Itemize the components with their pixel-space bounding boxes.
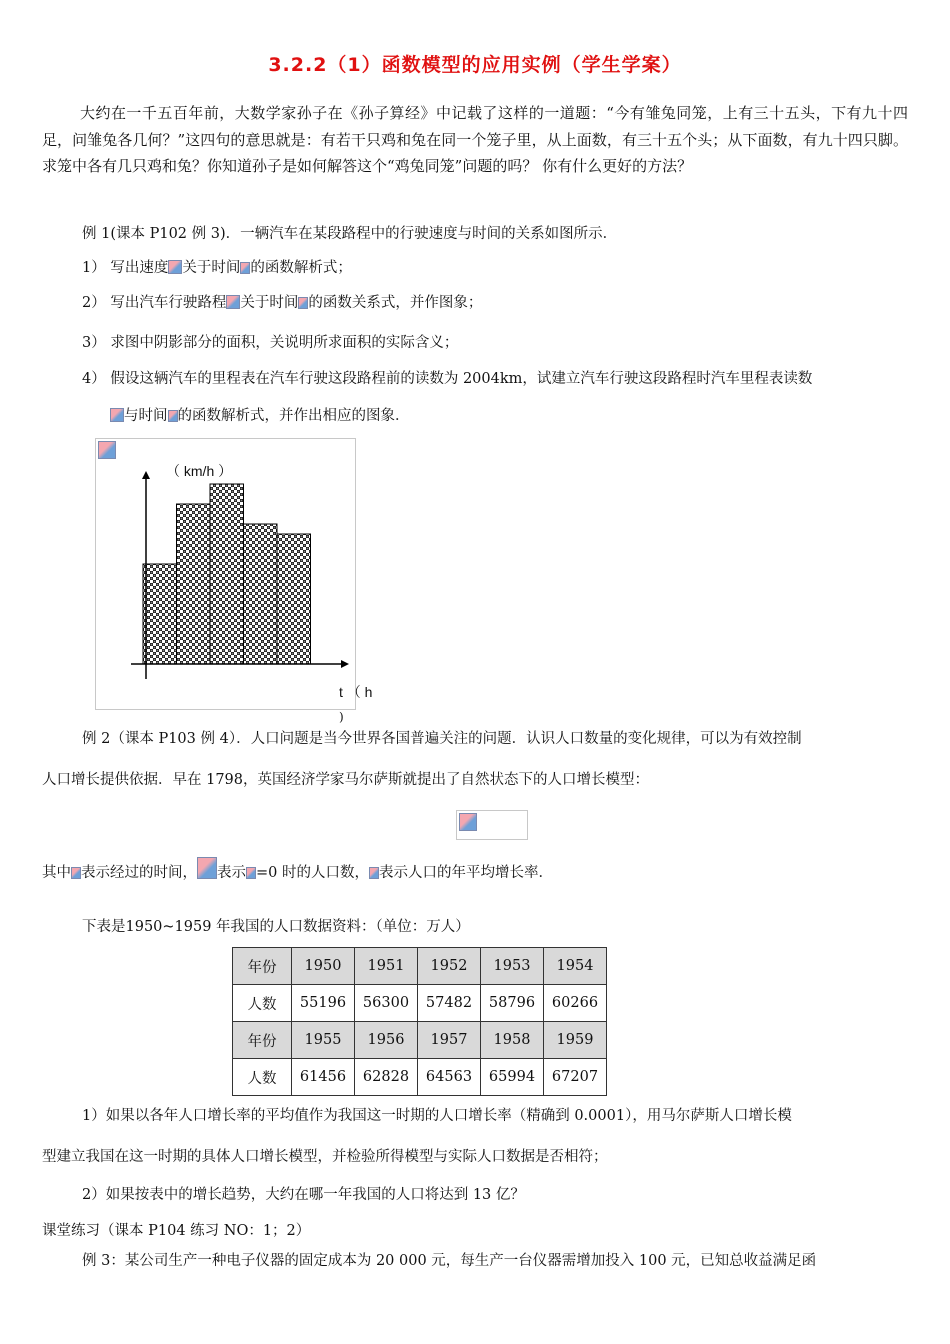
table-cell: 人数 — [233, 985, 292, 1022]
table-cell: 65994 — [481, 1059, 544, 1096]
q1-text-c: 的函数解析式； — [250, 260, 352, 276]
histogram-bar — [244, 524, 278, 664]
formula-image-icon — [168, 410, 178, 422]
q4-text-b: 与时间 — [124, 408, 168, 424]
table-cell: 1953 — [481, 948, 544, 985]
table-caption-a: 下表是 — [82, 919, 126, 935]
table-cell: 1952 — [418, 948, 481, 985]
formula-image-icon — [298, 297, 308, 309]
where-text-a: 其中 — [42, 865, 71, 881]
y-axis-label: （ km/h ） — [166, 463, 233, 479]
histogram-bar — [210, 484, 244, 664]
formula-image-icon — [197, 857, 217, 879]
practice-line: 课堂练习（课本 P104 练习 NO：1；2） — [42, 1223, 311, 1239]
example2-where — [42, 857, 553, 882]
table-caption — [82, 915, 470, 936]
formula-image-icon — [246, 867, 256, 879]
table-caption-b: 1950~1959 年我国的人口数据资料：（单位：万人） — [125, 919, 470, 935]
histogram-bar — [277, 534, 311, 664]
population-table — [232, 947, 607, 1096]
example1-q1 — [82, 256, 352, 277]
table-cell: 1955 — [292, 1022, 355, 1059]
example1-q2 — [82, 291, 482, 312]
example1-heading-b: 行驶速度与时间的关系如图所示． — [399, 226, 618, 242]
formula-image-icon — [71, 867, 81, 879]
table-cell: 年份 — [233, 1022, 292, 1059]
table-cell: 年份 — [233, 948, 292, 985]
example1-heading-a: 例 1(课本 P102 例 3)．一辆汽车在某段路程中的 — [82, 226, 400, 242]
q2-text-b: 关于时间 — [240, 295, 299, 311]
formula-image-icon — [110, 408, 124, 422]
where-text-e: 表示人口的年平均增长率． — [378, 865, 553, 881]
table-cell: 58796 — [481, 985, 544, 1022]
table-row — [233, 1059, 607, 1096]
table-cell: 56300 — [355, 985, 418, 1022]
table-cell: 64563 — [418, 1059, 481, 1096]
table-cell: 55196 — [292, 985, 355, 1022]
q2-text-a: 2） 写出汽车行驶路程 — [82, 295, 227, 311]
q1-text-b: 关于时间 — [182, 260, 241, 276]
formula-image-icon — [459, 813, 477, 831]
example3-line: 例 3：某公司生产一种电子仪器的固定成本为 20 000 元，每生产一台仪器需增加投入 100 元，已知总收益满足函 — [82, 1253, 817, 1269]
formula-image-icon — [240, 262, 250, 274]
example1-q4-cont — [110, 404, 410, 425]
table-cell: 57482 — [418, 985, 481, 1022]
table-row — [233, 948, 607, 985]
x-axis-label-tail: ) — [339, 710, 344, 724]
formula-image-icon — [226, 295, 240, 309]
table-cell: 60266 — [544, 985, 607, 1022]
table-cell: 1959 — [544, 1022, 607, 1059]
table-cell: 人数 — [233, 1059, 292, 1096]
q2-text-c: 的函数关系式，并作图象； — [308, 295, 483, 311]
table-row — [233, 985, 607, 1022]
formula-image-icon — [369, 867, 379, 879]
example2-q2: 2）如果按表中的增长趋势，大约在哪一年我国的人口将达到 13 亿？ — [82, 1187, 525, 1203]
table-cell: 1954 — [544, 948, 607, 985]
x-axis-arrow — [341, 660, 349, 668]
example2-q1-line2: 型建立我国在这一时期的具体人口增长模型，并检验所得模型与实际人口数据是否相符； — [42, 1149, 608, 1165]
intro-paragraph: 大约在一千五百年前，大数学家孙子在《孙子算经》中记载了这样的一道题：“今有雏兔同笼，上有三十五头，下有九十四足，问雏兔各几何？”这四句的意思就是：有若干只鸡和兔在同一个笼子里，从上面数，有三十五个头；从下面数，有九十四只脚。求笼中各有几只鸡和兔？你知道孙子是如何解答这个“鸡兔同笼”问题的吗？ 你有什么更好的方法？ — [42, 104, 908, 175]
example1-heading — [82, 222, 617, 243]
table-cell: 62828 — [355, 1059, 418, 1096]
table-cell: 1956 — [355, 1022, 418, 1059]
speed-time-figure — [95, 438, 356, 710]
table-cell: 1951 — [355, 948, 418, 985]
example1-q4: 4） 假设这辆汽车的里程表在汽车行驶这段路程前的读数为 2004km，试建立汽车行驶这段路程时汽车里程表读数 — [82, 371, 813, 387]
where-text-c: 表示 — [217, 865, 246, 881]
table-cell: 1958 — [481, 1022, 544, 1059]
y-axis-arrow — [142, 471, 150, 479]
where-text-d: =0 时的人口数， — [256, 865, 369, 881]
where-text-b: 表示经过的时间， — [81, 865, 197, 881]
formula-image-icon — [168, 260, 182, 274]
example1-q3: 3） 求图中阴影部分的面积，关说明所求面积的实际含义； — [82, 335, 459, 351]
q1-text-a: 1） 写出速度 — [82, 260, 169, 276]
page-title: 3.2.2（1）函数模型的应用实例（学生学案） — [268, 54, 682, 76]
histogram-bar — [143, 564, 177, 664]
table-row — [233, 1022, 607, 1059]
speed-histogram — [96, 439, 355, 709]
x-axis-label: t （ h — [339, 684, 373, 700]
example2-line2: 人口增长提供依据．早在 1798，英国经济学家马尔萨斯就提出了自然状态下的人口增长模型： — [42, 772, 650, 788]
example2-q1-line1: 1）如果以各年人口增长率的平均值作为我国这一时期的人口增长率（精确到 0.0001），用马尔萨斯人口增长模 — [82, 1108, 792, 1124]
table-cell: 1950 — [292, 948, 355, 985]
malthus-formula-box — [456, 810, 528, 840]
table-cell: 67207 — [544, 1059, 607, 1096]
table-cell: 1957 — [418, 1022, 481, 1059]
table-cell: 61456 — [292, 1059, 355, 1096]
histogram-bar — [177, 504, 211, 664]
example2-line1: 例 2（课本 P103 例 4）．人口问题是当今世界各国普遍关注的问题．认识人口数量的变化规律，可以为有效控制 — [82, 731, 802, 747]
q4-text-c: 的函数解析式，并作出相应的图象． — [177, 408, 410, 424]
